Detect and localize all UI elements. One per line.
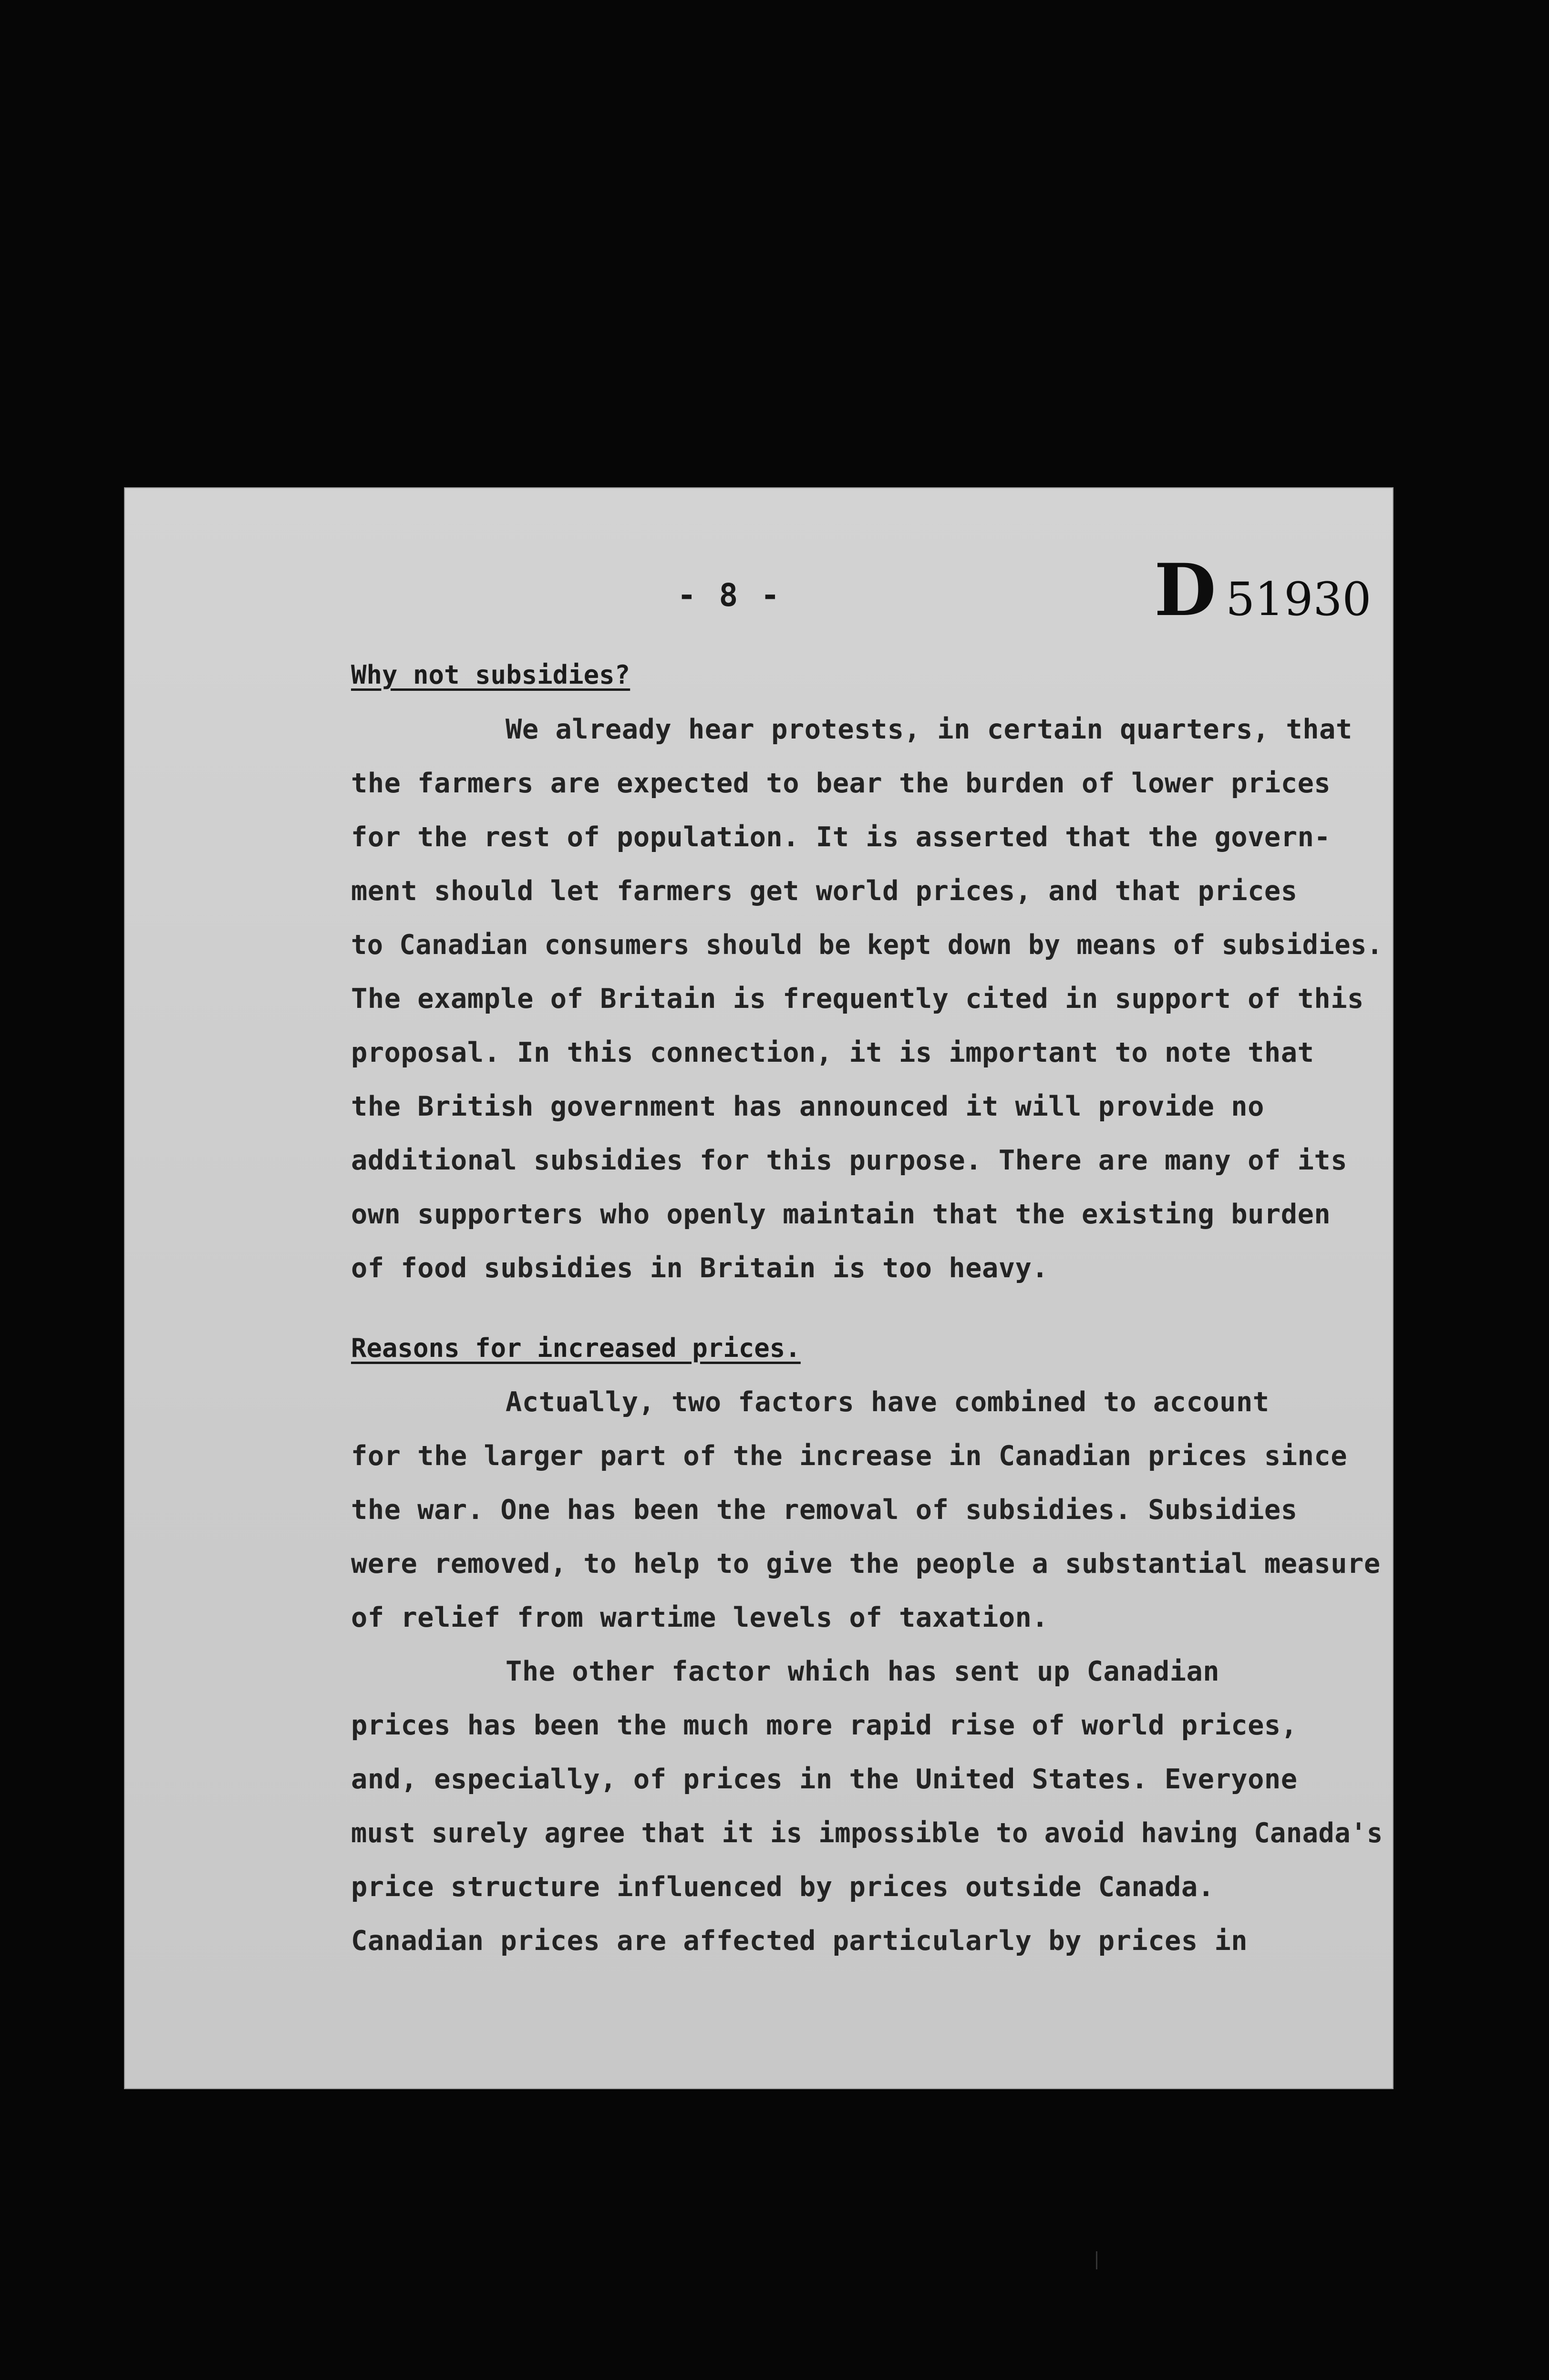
section-heading-why-not-subsidies: Why not subsidies? xyxy=(351,660,630,690)
paragraph-line: for the larger part of the increase in Canadian prices since xyxy=(351,1440,1348,1472)
paragraph-line: were removed, to help to give the people a substantial measure xyxy=(351,1548,1381,1580)
paragraph-line: own supporters who openly maintain that the existing burden xyxy=(351,1199,1331,1230)
paragraph-line: proposal. In this connection, it is important to note that xyxy=(351,1037,1314,1068)
paragraph-line: and, especially, of prices in the United States. Everyone xyxy=(351,1764,1298,1795)
paragraph-line: the British government has announced it will provide no xyxy=(351,1091,1264,1122)
paragraph-line: prices has been the much more rapid rise of world prices, xyxy=(351,1710,1298,1741)
paragraph-line: of relief from wartime levels of taxation. xyxy=(351,1602,1049,1633)
paragraph-line: We already hear protests, in certain quarters, that xyxy=(506,714,1353,745)
paragraph-line: the war. One has been the removal of subsidies. Subsidies xyxy=(351,1494,1298,1526)
paragraph-line: ment should let farmers get world prices, and that prices xyxy=(351,875,1298,907)
document-reference xyxy=(1154,548,1371,632)
paragraph-line: for the rest of population. It is asserted that the govern- xyxy=(351,821,1331,853)
paragraph-line: must surely agree that it is impossible to avoid having Canada's xyxy=(351,1817,1383,1849)
paragraph-line: price structure influenced by prices outside Canada. xyxy=(351,1871,1215,1903)
paragraph-line: Canadian prices are affected particularly by prices in xyxy=(351,1925,1248,1957)
paragraph-line: to Canadian consumers should be kept down by means of subsidies. xyxy=(351,929,1383,961)
paragraph-line: of food subsidies in Britain is too heavy. xyxy=(351,1252,1049,1284)
section-heading-reasons-for-increased-prices: Reasons for increased prices. xyxy=(351,1333,801,1363)
reference-letter: D xyxy=(1154,548,1217,632)
paragraph-line: The example of Britain is frequently cited in support of this xyxy=(351,983,1364,1015)
film-scratch xyxy=(1096,2251,1097,2269)
paragraph-line: additional subsidies for this purpose. There are many of its xyxy=(351,1145,1348,1176)
paragraph-line: the farmers are expected to bear the burden of lower prices xyxy=(351,768,1331,799)
page-number: - 8 - xyxy=(677,577,782,614)
reference-number: 51930 xyxy=(1226,573,1372,626)
paragraph-line: Actually, two factors have combined to account xyxy=(506,1386,1270,1418)
paragraph-line: The other factor which has sent up Canadian xyxy=(506,1656,1220,1687)
